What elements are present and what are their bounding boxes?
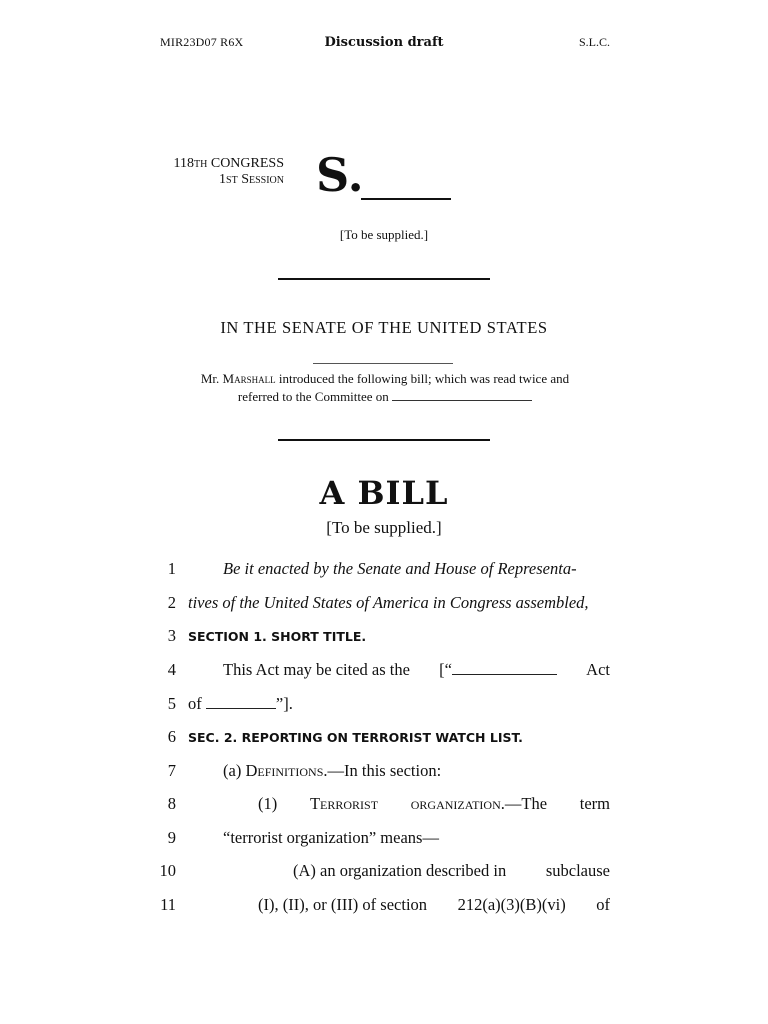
subparagraph-a-text: (A) an organization described in	[293, 861, 507, 880]
sponsor-name: Marshall	[222, 371, 276, 386]
subsection-label: (a)	[223, 761, 242, 780]
definition-1-line-2: “terrorist organization” means—	[223, 828, 439, 847]
session-word: Session	[241, 172, 284, 187]
long-title-placeholder: [To be supplied.]	[326, 518, 442, 537]
statute-citation: 212(a)(3)(B)(vi)	[457, 895, 566, 914]
divider-rule-thin	[313, 363, 453, 364]
line-number: 8	[167, 794, 176, 813]
committee-blank	[392, 390, 532, 401]
subclause-word: subclause	[545, 861, 610, 880]
bracket-close: ”].	[275, 694, 293, 713]
bill-number-blank	[361, 198, 451, 200]
document-id: MIR23D07 R6X	[160, 35, 244, 49]
bracket-open: [“	[439, 660, 452, 679]
session-number: 1	[219, 172, 227, 187]
definitions-heading: Definitions	[245, 761, 324, 780]
paragraph-label: (1)	[258, 794, 278, 813]
term-word-1: Terrorist	[309, 794, 379, 813]
definition-1-line	[258, 794, 610, 814]
line-number: 7	[167, 761, 176, 780]
divider-rule	[278, 278, 490, 280]
line-number: 11	[160, 895, 176, 914]
intro-line-1: introduced the following bill; which was read twice and	[278, 371, 570, 386]
enacting-clause-line-1: Be it enacted by the Senate and House of Representa-	[223, 559, 577, 578]
line-number: 2	[167, 593, 176, 612]
term-word: term	[579, 794, 610, 813]
year-blank	[206, 696, 276, 709]
subparagraph-a-line-2	[258, 895, 610, 915]
intro-line-2: referred to the Committee on	[237, 389, 389, 404]
of-word: of	[188, 694, 202, 713]
line-number: 4	[167, 660, 176, 679]
subclause-list: (I), (II), or (III) of section	[258, 895, 428, 914]
short-title-line-2	[188, 694, 293, 714]
line-number: 3	[167, 626, 176, 645]
introduction-text	[160, 370, 610, 406]
act-word: Act	[586, 660, 610, 679]
divider-rule	[278, 439, 490, 441]
line-number: 9	[167, 828, 176, 847]
line-number: 1	[167, 559, 176, 578]
draft-label: Discussion draft	[324, 35, 444, 50]
sponsor-title: Mr.	[200, 371, 220, 386]
enacting-clause-line-2: tives of the United States of America in Congress assembled,	[188, 593, 589, 612]
line-number: 10	[159, 861, 176, 880]
session-suffix: st	[226, 172, 238, 187]
definitions-text: .—In this section:	[323, 761, 442, 780]
office-code: S.L.C.	[578, 35, 610, 49]
congress-suffix: th	[194, 156, 208, 171]
short-title-placeholder: [To be supplied.]	[339, 227, 429, 242]
term-word-2: organization	[410, 794, 501, 813]
chamber-heading: IN THE SENATE OF THE UNITED STATES	[220, 318, 548, 337]
subparagraph-a-line	[293, 861, 610, 881]
the-word: .—The	[500, 794, 548, 813]
bill-designation: S.	[316, 148, 364, 202]
congress-session-block	[158, 156, 284, 188]
short-title-text: This Act may be cited as the	[223, 660, 410, 679]
congress-word: CONGRESS	[210, 156, 284, 171]
short-title-line-1	[223, 660, 610, 680]
section-2-heading: SEC. 2. REPORTING ON TERRORIST WATCH LIST.	[188, 730, 523, 745]
section-1-heading: SECTION 1. SHORT TITLE.	[188, 629, 367, 644]
definitions-line	[223, 761, 441, 781]
line-number: 6	[167, 727, 176, 746]
congress-number: 118	[173, 156, 195, 171]
line-number: 5	[167, 694, 176, 713]
act-name-blank	[452, 662, 557, 675]
of-word-2: of	[596, 895, 610, 914]
bill-title: A BILL	[319, 474, 449, 512]
